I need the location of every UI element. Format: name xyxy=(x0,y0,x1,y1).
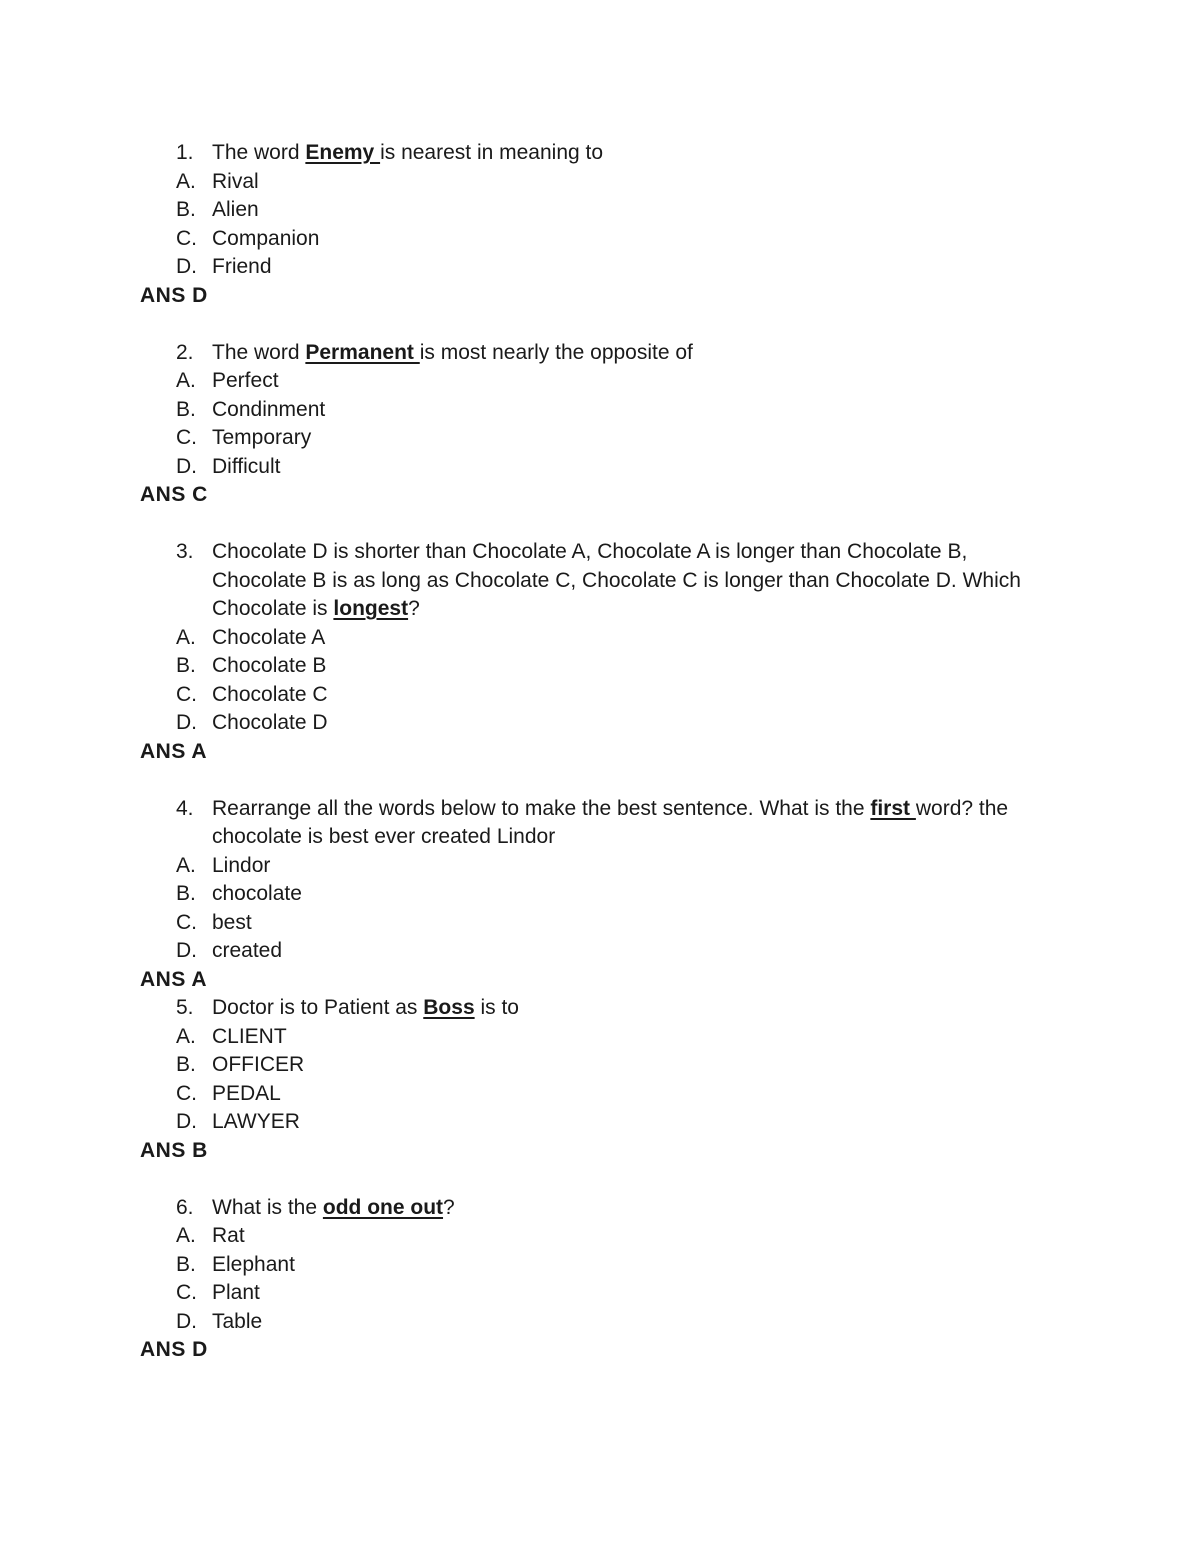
option-letter: D. xyxy=(176,1110,197,1133)
question-text: What is the xyxy=(212,1195,323,1219)
question-5 xyxy=(140,994,1060,1165)
option-text: Chocolate A xyxy=(212,625,326,649)
spacer xyxy=(140,510,1060,539)
option-c xyxy=(140,681,1060,710)
question-stem xyxy=(140,339,1060,368)
question-stem xyxy=(140,795,1060,852)
answer-key: ANS A xyxy=(140,739,208,763)
question-keyword: odd one out xyxy=(322,1195,444,1219)
option-text: Lindor xyxy=(212,853,271,877)
option-letter: C. xyxy=(176,1281,197,1304)
option-c xyxy=(140,424,1060,453)
answer-key: ANS D xyxy=(140,283,208,307)
option-letter: B. xyxy=(176,882,196,905)
question-3 xyxy=(140,538,1060,766)
option-letter: D. xyxy=(176,454,197,478)
option-d xyxy=(140,1108,1060,1137)
option-c xyxy=(140,1080,1060,1109)
spacer xyxy=(140,310,1060,339)
option-text: Table xyxy=(212,1309,263,1333)
option-c xyxy=(140,1279,1060,1308)
quiz-document xyxy=(140,139,1060,1365)
question-text-end: is nearest in meaning to xyxy=(380,141,604,164)
option-letter: C. xyxy=(176,226,197,250)
option-letter: B. xyxy=(176,1053,196,1076)
question-stem xyxy=(140,538,1060,624)
question-text: The word xyxy=(212,340,306,364)
question-text: The word xyxy=(212,141,306,164)
option-text: Chocolate D xyxy=(212,711,328,734)
option-b xyxy=(140,652,1060,681)
question-text: Doctor is to Patient as xyxy=(212,996,424,1019)
question-text-end: is most nearly the opposite of xyxy=(419,340,693,364)
option-text: chocolate xyxy=(212,882,302,905)
option-letter: D. xyxy=(176,255,197,278)
option-text: Difficult xyxy=(212,454,281,478)
option-c xyxy=(140,909,1060,938)
question-text-end: ? xyxy=(408,597,420,620)
question-text: Chocolate D is shorter than Chocolate A, Chocolate A is longer than Chocolate B, Chocolate B is as long as Chocolate C, Chocolate C is longer than Chocolate D. Which Chocolate is xyxy=(212,540,1021,620)
option-a xyxy=(140,367,1060,396)
answer-key: ANS D xyxy=(140,1338,208,1361)
option-text: Condinment xyxy=(212,397,326,421)
question-stem xyxy=(140,994,1060,1023)
option-d xyxy=(140,937,1060,966)
option-text: Elephant xyxy=(212,1252,295,1276)
option-letter: D. xyxy=(176,939,197,962)
option-text: Chocolate C xyxy=(212,682,328,706)
option-text: Companion xyxy=(212,226,320,250)
question-number: 5. xyxy=(176,996,194,1019)
question-text-end: is to xyxy=(474,996,519,1019)
option-d xyxy=(140,1308,1060,1337)
option-a xyxy=(140,624,1060,653)
option-letter: B. xyxy=(176,397,196,421)
option-letter: A. xyxy=(176,369,196,392)
question-number: 1. xyxy=(176,141,194,164)
question-number: 3. xyxy=(176,540,194,563)
question-number: 4. xyxy=(176,796,194,820)
option-letter: B. xyxy=(176,1252,196,1276)
option-b xyxy=(140,1251,1060,1280)
option-text: Alien xyxy=(212,198,259,221)
spacer xyxy=(140,1165,1060,1194)
question-keyword: Permanent xyxy=(305,340,420,364)
question-keyword: Enemy xyxy=(305,141,381,164)
option-letter: C. xyxy=(176,682,197,706)
option-letter: A. xyxy=(176,853,196,877)
spacer xyxy=(140,766,1060,795)
question-text-end: ? xyxy=(443,1195,455,1219)
option-letter: D. xyxy=(176,1309,197,1333)
option-text: Rival xyxy=(212,169,259,193)
option-a xyxy=(140,1023,1060,1052)
option-text: best xyxy=(212,910,252,934)
option-d xyxy=(140,709,1060,738)
option-d xyxy=(140,253,1060,282)
option-letter: B. xyxy=(176,198,196,221)
option-a xyxy=(140,168,1060,197)
option-letter: A. xyxy=(176,1024,196,1048)
question-1 xyxy=(140,139,1060,310)
question-number: 6. xyxy=(176,1195,194,1219)
question-keyword: first xyxy=(870,796,916,820)
question-stem xyxy=(140,139,1060,168)
option-letter: C. xyxy=(176,910,197,934)
option-text: created xyxy=(212,939,283,962)
option-b xyxy=(140,880,1060,909)
option-a xyxy=(140,1222,1060,1251)
option-text: PEDAL xyxy=(212,1081,281,1105)
option-b xyxy=(140,196,1060,225)
question-number: 2. xyxy=(176,340,194,364)
question-text: Rearrange all the words below to make the best sentence. What is the xyxy=(212,796,871,820)
question-6 xyxy=(140,1194,1060,1365)
option-letter: A. xyxy=(176,1224,196,1247)
option-d xyxy=(140,453,1060,482)
option-text: Plant xyxy=(212,1281,260,1304)
question-4 xyxy=(140,795,1060,995)
option-text: OFFICER xyxy=(212,1053,305,1076)
option-b xyxy=(140,396,1060,425)
option-text: Chocolate B xyxy=(212,654,327,677)
option-letter: A. xyxy=(176,625,196,649)
answer-key: ANS B xyxy=(140,1138,208,1162)
option-text: CLIENT xyxy=(212,1024,287,1048)
option-letter: B. xyxy=(176,654,196,677)
question-keyword: Boss xyxy=(423,996,475,1019)
option-text: Rat xyxy=(212,1224,245,1247)
option-letter: C. xyxy=(176,426,197,449)
question-stem xyxy=(140,1194,1060,1223)
question-2 xyxy=(140,339,1060,510)
option-text: Perfect xyxy=(212,369,279,392)
option-letter: A. xyxy=(176,169,196,193)
option-b xyxy=(140,1051,1060,1080)
option-text: Friend xyxy=(212,255,272,278)
answer-key: ANS A xyxy=(140,967,208,991)
question-keyword: longest xyxy=(333,597,409,620)
option-a xyxy=(140,852,1060,881)
option-letter: C. xyxy=(176,1081,197,1105)
question-text-end: word? the chocolate is best ever created Lindor xyxy=(212,796,1009,848)
option-text: LAWYER xyxy=(212,1110,300,1133)
option-text: Temporary xyxy=(212,426,312,449)
option-letter: D. xyxy=(176,711,197,734)
answer-key: ANS C xyxy=(140,483,208,506)
option-c xyxy=(140,225,1060,254)
